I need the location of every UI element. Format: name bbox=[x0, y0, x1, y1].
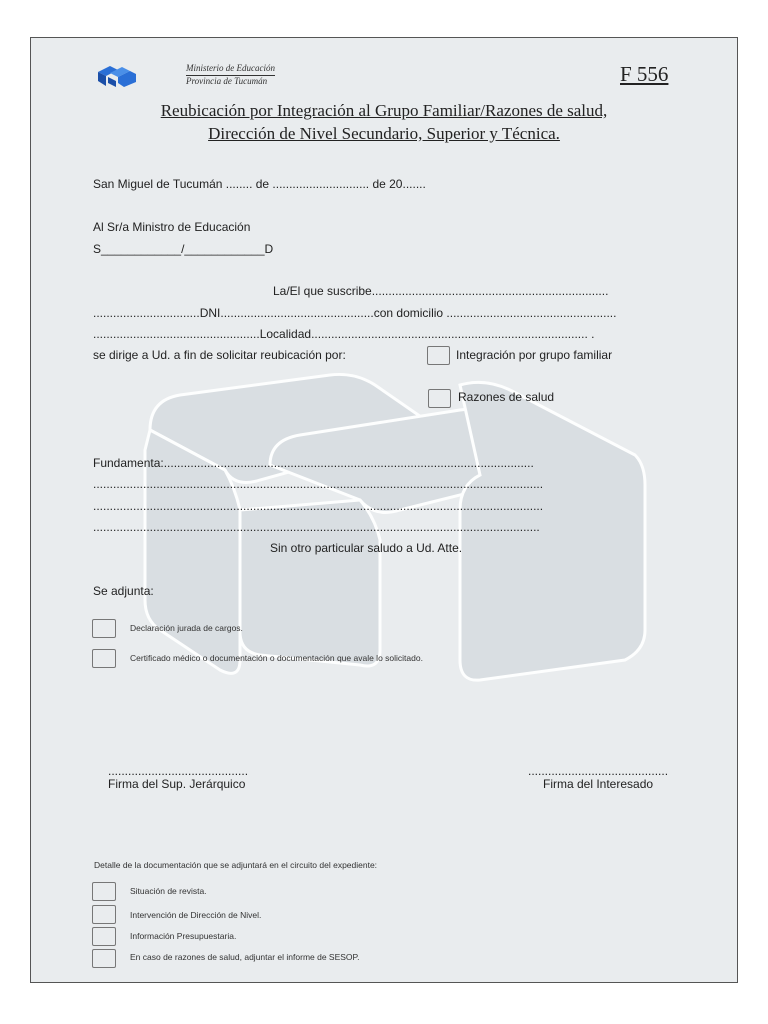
documentation-checkbox[interactable] bbox=[92, 882, 116, 901]
localidad-line[interactable]: ..................................................Localidad................................................................................... . bbox=[93, 327, 595, 341]
ministry-line1: Ministerio de Educación bbox=[186, 63, 275, 76]
left-signature-dots: .......................................... bbox=[108, 764, 249, 778]
documentation-item: Situación de revista. bbox=[130, 886, 207, 896]
right-signature-label: Firma del Interesado bbox=[543, 777, 654, 791]
documentation-checkbox[interactable] bbox=[92, 949, 116, 968]
ministry-logo-icon bbox=[96, 64, 138, 88]
documentation-item: En caso de razones de salud, adjuntar el informe de SESOP. bbox=[130, 952, 360, 962]
fundamenta-line[interactable]: Fundamenta:............................................................................................................... bbox=[93, 456, 534, 470]
left-signature-label: Firma del Sup. Jerárquico bbox=[108, 777, 246, 791]
family-checkbox[interactable] bbox=[427, 346, 450, 365]
fundamenta-dots-2[interactable]: ....................................................................................................................................... bbox=[93, 499, 544, 513]
attachment-item: Declaración jurada de cargos. bbox=[130, 623, 243, 633]
attachment-checkbox[interactable] bbox=[92, 619, 116, 638]
date-line[interactable]: San Miguel de Tucumán ........ de ............................. de 20....... bbox=[93, 177, 426, 191]
title-line1: Reubicación por Integración al Grupo Familiar/Razones de salud, bbox=[160, 101, 608, 120]
attachment-item: Certificado médico o documentación o documentación que avale lo solicitado. bbox=[130, 653, 423, 663]
documentation-checkbox[interactable] bbox=[92, 927, 116, 946]
title-line2: Dirección de Nivel Secundario, Superior y Técnica. bbox=[208, 124, 560, 143]
family-option-label: Integración por grupo familiar bbox=[456, 348, 613, 362]
health-option-label: Razones de salud bbox=[458, 390, 555, 404]
fundamenta-dots-1[interactable]: ....................................................................................................................................... bbox=[93, 477, 544, 491]
ministry-line2: Provincia de Tucumán bbox=[186, 76, 268, 86]
subscribe-line[interactable]: La/El que suscribe....................................................................... bbox=[273, 284, 609, 298]
attachment-checkbox[interactable] bbox=[92, 649, 116, 668]
ministry-name bbox=[186, 63, 275, 87]
request-line: se dirige a Ud. a fin de solicitar reubicación por: bbox=[93, 348, 346, 362]
closing-text: Sin otro particular saludo a Ud. Atte. bbox=[270, 541, 463, 555]
documentation-checkbox[interactable] bbox=[92, 905, 116, 924]
health-checkbox[interactable] bbox=[428, 389, 451, 408]
attachments-label: Se adjunta: bbox=[93, 584, 154, 598]
documentation-item: Intervención de Dirección de Nivel. bbox=[130, 910, 262, 920]
addressee: Al Sr/a Ministro de Educación bbox=[93, 220, 251, 234]
fundamenta-dots-3[interactable]: ...................................................................................................................................... bbox=[93, 520, 540, 534]
dni-line[interactable]: ................................DNI..............................................con domicilio ................................................... bbox=[93, 306, 617, 320]
form-code: F 556 bbox=[620, 62, 669, 86]
documentation-heading: Detalle de la documentación que se adjuntará en el circuito del expediente: bbox=[94, 860, 378, 870]
documentation-item: Información Presupuestaria. bbox=[130, 931, 237, 941]
sd-line: S____________/____________D bbox=[93, 242, 274, 256]
right-signature-dots: .......................................... bbox=[528, 764, 669, 778]
